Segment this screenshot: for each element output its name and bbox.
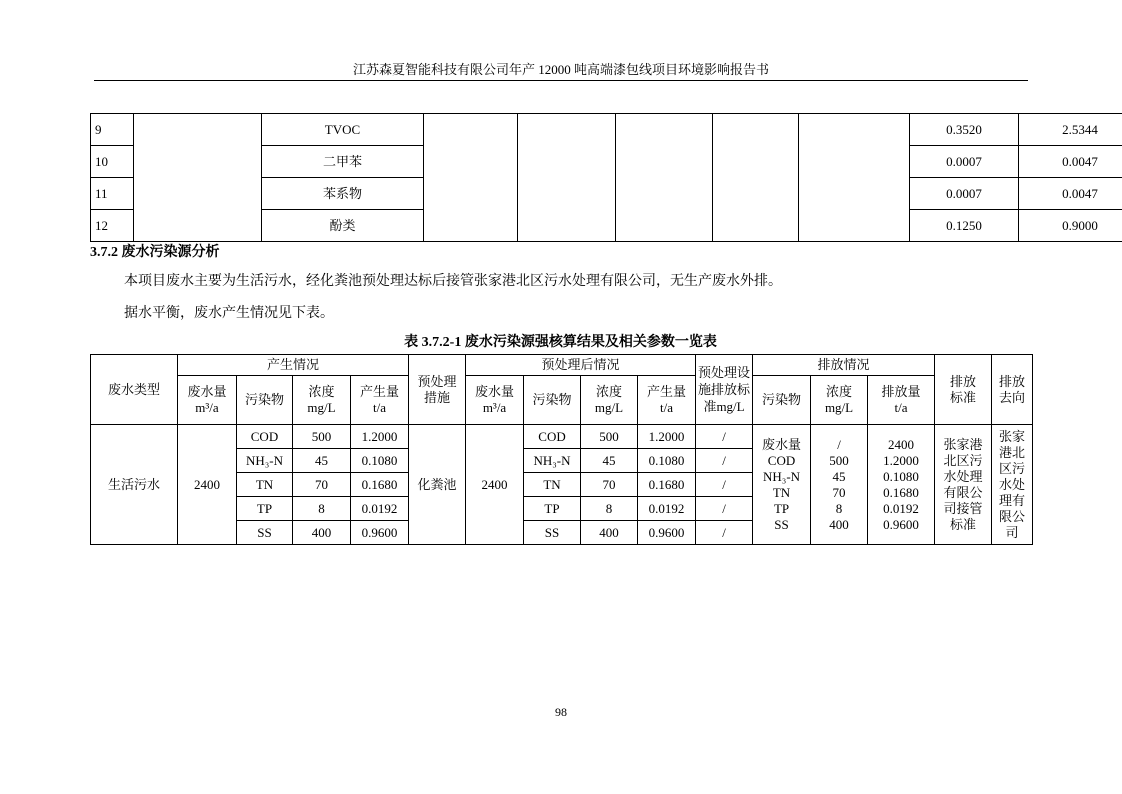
conc-cell: 45 [581, 449, 638, 473]
pollutant-name: 酚类 [262, 210, 424, 242]
conc-cell: 70 [581, 473, 638, 497]
gen-qty-cell: 0.0192 [351, 497, 409, 521]
col-group-header: 产生情况 [178, 355, 409, 376]
merged-cell [616, 114, 713, 242]
gen-qty-cell: 0.9600 [351, 521, 409, 545]
col-header: 污染物 [753, 376, 811, 425]
gen-qty-cell: 0.1680 [351, 473, 409, 497]
col-header: 污染物 [524, 376, 581, 425]
col-header: 废水类型 [91, 355, 178, 425]
gen-qty-cell: 0.1680 [638, 473, 696, 497]
section-heading: 3.7.2 废水污染源分析 [90, 245, 220, 260]
pollutant-name: TVOC [262, 114, 424, 146]
row-number: 10 [91, 146, 134, 178]
conc-cell: 500 [293, 425, 351, 449]
col-group-header: 排放情况 [753, 355, 935, 376]
col-header: 浓度 mg/L [811, 376, 868, 425]
pollutant-cell: TP [237, 497, 293, 521]
value-cell: 0.3520 [910, 114, 1019, 146]
value-cell: 0.0047 [1019, 146, 1122, 178]
conc-cell: 500 [581, 425, 638, 449]
table-caption: 表 3.7.2-1 废水污染源强核算结果及相关参数一览表 [404, 335, 717, 350]
value-cell: 0.0007 [910, 178, 1019, 210]
water-type-cell: 生活污水 [91, 425, 178, 545]
gen-qty-cell: 1.2000 [351, 425, 409, 449]
header-row [91, 355, 1033, 376]
std-cell: / [696, 425, 753, 449]
conc-cell: 8 [581, 497, 638, 521]
header-rule [94, 80, 1028, 81]
discharge-conc-cell: / 500 45 70 8 400 [811, 425, 868, 545]
merged-cell [518, 114, 616, 242]
row-number: 11 [91, 178, 134, 210]
col-header: 排放标准 [935, 355, 992, 425]
col-header: 浓度 mg/L [293, 376, 351, 425]
col-header: 产生量 t/a [638, 376, 696, 425]
discharge-standard-cell: 张家港 北区污 水处理 有限公 司接管 标准 [935, 425, 992, 545]
gen-qty-cell: 0.0192 [638, 497, 696, 521]
pollutant-cell: SS [237, 521, 293, 545]
col-header: 排放去向 [992, 355, 1033, 425]
gen-qty-cell: 1.2000 [638, 425, 696, 449]
value-cell: 2.5344 [1019, 114, 1122, 146]
value-cell: 0.0047 [1019, 178, 1122, 210]
value-cell: 0.9000 [1019, 210, 1122, 242]
paragraph: 据水平衡，废水产生情况见下表。 [124, 306, 334, 321]
table-row [91, 425, 1033, 449]
conc-cell: 400 [293, 521, 351, 545]
row-number: 12 [91, 210, 134, 242]
merged-cell [424, 114, 518, 242]
gen-qty-cell: 0.1080 [351, 449, 409, 473]
row-number: 9 [91, 114, 134, 146]
col-header: 污染物 [237, 376, 293, 425]
wastewater-table [90, 354, 1033, 545]
col-header: 废水量 m³/a [178, 376, 237, 425]
table-row [91, 114, 1122, 146]
col-header: 预处理设施排放标准mg/L [696, 355, 753, 425]
after-qty-cell: 2400 [466, 425, 524, 545]
pollutant-cell: COD [237, 425, 293, 449]
std-cell: / [696, 497, 753, 521]
std-cell: / [696, 473, 753, 497]
pollutant-name: 二甲苯 [262, 146, 424, 178]
ww-qty-cell: 2400 [178, 425, 237, 545]
conc-cell: 70 [293, 473, 351, 497]
pollutant-cell: TN [237, 473, 293, 497]
gen-qty-cell: 0.9600 [638, 521, 696, 545]
col-header: 产生量 t/a [351, 376, 409, 425]
discharge-pollutants-cell: 废水量 COD NH₃-N TN TP SS [753, 425, 811, 545]
gen-qty-cell: 0.1080 [638, 449, 696, 473]
page-number: 98 [555, 705, 567, 719]
paragraph: 本项目废水主要为生活污水，经化粪池预处理达标后接管张家港北区污水处理有限公司，无生产废水外排。 [124, 274, 782, 289]
discharge-destination-cell: 张家 港北 区污 水处 理有 限公 司 [992, 425, 1033, 545]
col-header: 废水量 m³/a [466, 376, 524, 425]
header-row [91, 376, 1033, 425]
conc-cell: 400 [581, 521, 638, 545]
pollutant-cell: SS [524, 521, 581, 545]
pollutant-cell: TP [524, 497, 581, 521]
pollutant-cell: NH₃-N [524, 449, 581, 473]
conc-cell: 45 [293, 449, 351, 473]
std-cell: / [696, 521, 753, 545]
pollutant-cell: COD [524, 425, 581, 449]
pollutant-cell: NH₃-N [237, 449, 293, 473]
value-cell: 0.1250 [910, 210, 1019, 242]
value-cell: 0.0007 [910, 146, 1019, 178]
col-group-header: 预处理后情况 [466, 355, 696, 376]
col-header: 预处理措施 [409, 355, 466, 425]
col-header: 排放量 t/a [868, 376, 935, 425]
air-pollutant-table [90, 113, 1122, 242]
merged-cell [134, 114, 262, 242]
std-cell: / [696, 449, 753, 473]
discharge-qty-cell: 2400 1.2000 0.1080 0.1680 0.0192 0.9600 [868, 425, 935, 545]
merged-cell [713, 114, 799, 242]
conc-cell: 8 [293, 497, 351, 521]
page-header: 江苏森夏智能科技有限公司年产 12000 吨高端漆包线项目环境影响报告书 [352, 62, 769, 77]
pollutant-name: 苯系物 [262, 178, 424, 210]
merged-cell [799, 114, 910, 242]
pollutant-cell: TN [524, 473, 581, 497]
pretreat-cell: 化粪池 [409, 425, 466, 545]
col-header: 浓度 mg/L [581, 376, 638, 425]
